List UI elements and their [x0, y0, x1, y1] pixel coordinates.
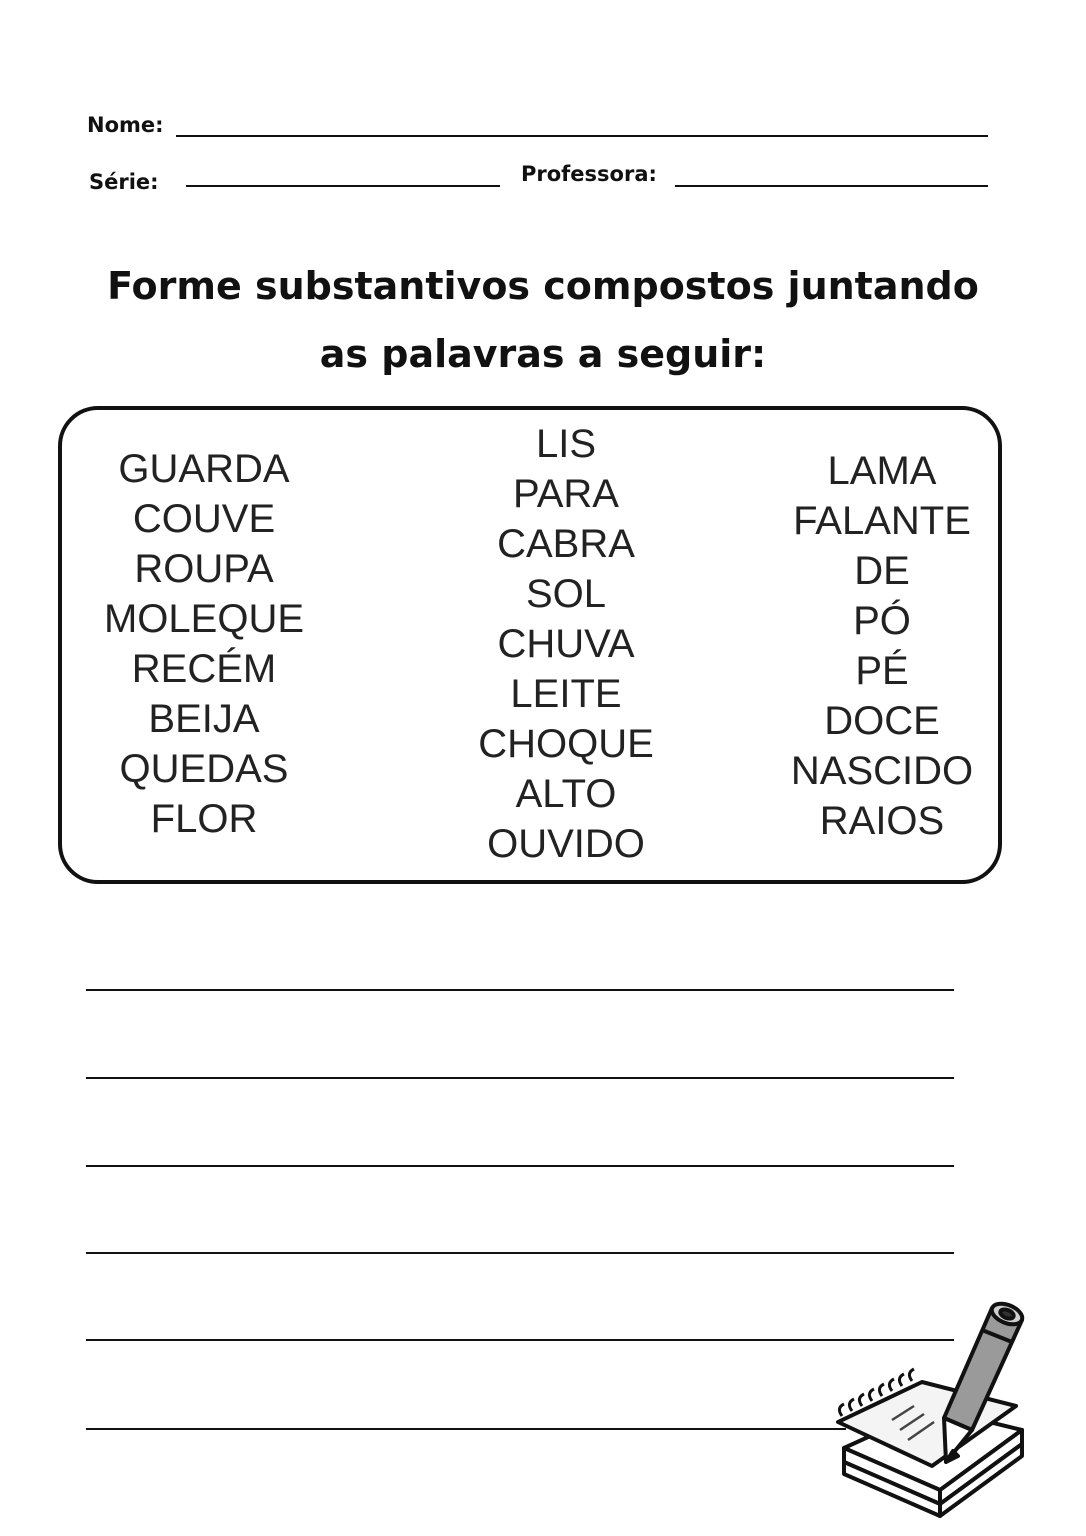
word-item: LIS	[535, 422, 597, 466]
word-item: COUVE	[132, 497, 276, 541]
word-item: PÉ	[855, 649, 909, 693]
notepad-pencil-icon	[822, 1290, 1042, 1520]
word-item: FALANTE	[793, 499, 971, 543]
word-item: FLOR	[150, 797, 258, 841]
word-item: MOLEQUE	[103, 597, 305, 641]
answer-line-3[interactable]	[86, 1165, 954, 1167]
word-item: RAIOS	[819, 799, 945, 843]
word-item: LEITE	[510, 672, 622, 716]
professora-input-line[interactable]	[675, 185, 988, 187]
word-column-2	[446, 419, 686, 869]
answer-line-1[interactable]	[86, 989, 954, 991]
word-item: CHUVA	[497, 622, 635, 666]
word-item: CHOQUE	[478, 722, 654, 766]
word-item: LAMA	[827, 449, 937, 493]
word-item: SOL	[525, 572, 607, 616]
word-item: PARA	[513, 472, 619, 516]
professora-label: Professora:	[521, 162, 657, 186]
word-item: DE	[854, 549, 910, 593]
instruction-title-line2: as palavras a seguir:	[319, 332, 767, 376]
nome-label: Nome:	[87, 113, 164, 137]
answer-line-2[interactable]	[86, 1077, 954, 1079]
word-item: RECÉM	[131, 647, 277, 691]
word-column-3	[762, 446, 1002, 846]
nome-input-line[interactable]	[176, 135, 988, 137]
word-item: GUARDA	[118, 447, 290, 491]
word-item: BEIJA	[148, 697, 260, 741]
word-item: PÓ	[853, 599, 911, 643]
word-item: CABRA	[497, 522, 635, 566]
word-item: QUEDAS	[119, 747, 289, 791]
word-item: ROUPA	[134, 547, 274, 591]
word-column-1	[84, 444, 324, 844]
serie-input-line[interactable]	[186, 185, 500, 187]
word-item: DOCE	[824, 699, 940, 743]
serie-label: Série:	[89, 170, 159, 194]
instruction-title-line1: Forme substantivos compostos juntando	[107, 264, 979, 308]
word-item: OUVIDO	[487, 822, 645, 866]
answer-line-4[interactable]	[86, 1252, 954, 1254]
word-item: ALTO	[515, 772, 617, 816]
answer-line-6[interactable]	[86, 1428, 846, 1430]
word-item: NASCIDO	[790, 749, 974, 793]
